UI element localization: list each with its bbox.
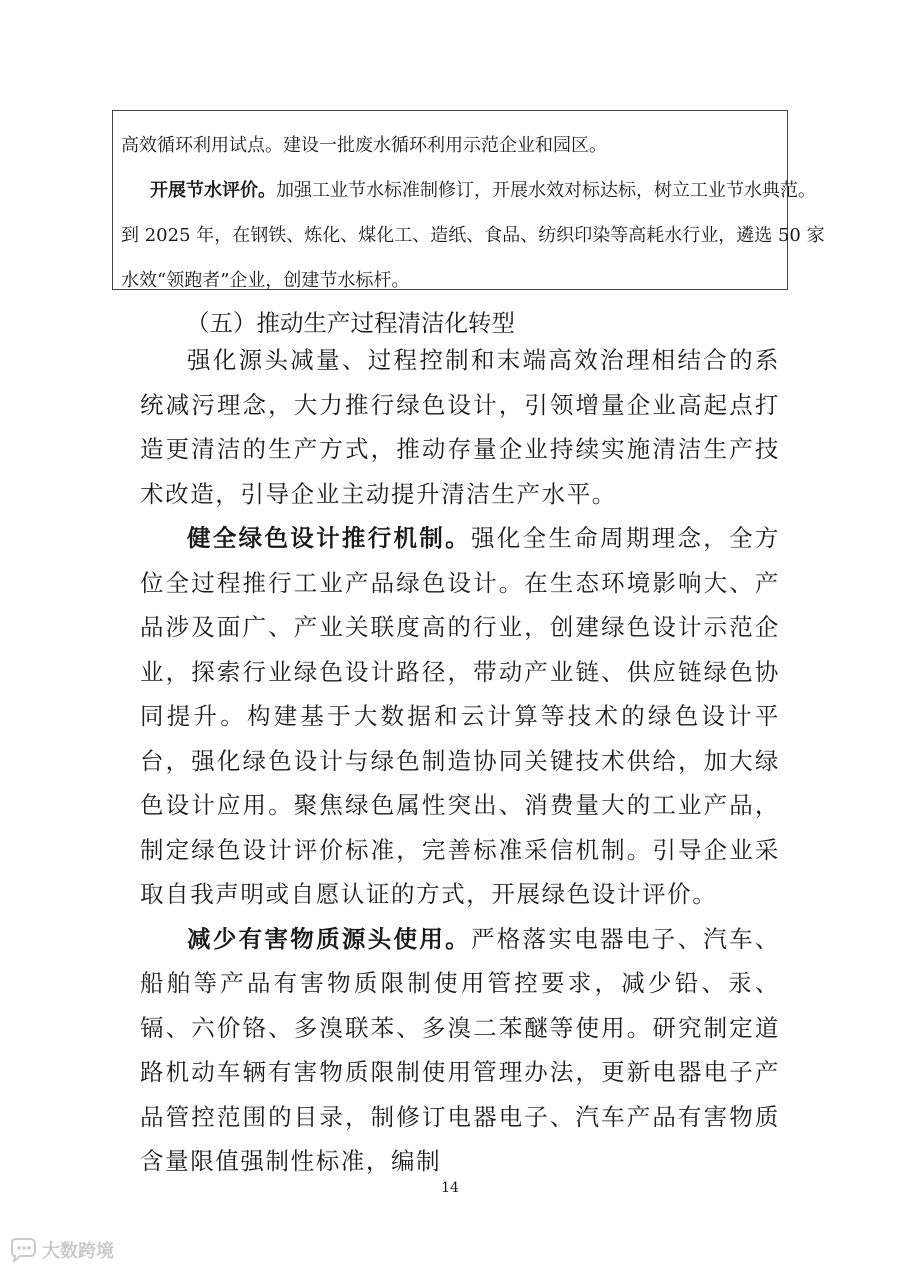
box-paragraph-text: 加强工业节水标准制修订，开展水效对标达标，树立工业节水典范。 (276, 180, 816, 201)
box-paragraph (121, 168, 816, 213)
watermark (8, 1236, 114, 1264)
paragraph-lead: 减少有害物质源头使用。 (187, 924, 471, 953)
body-text (140, 338, 780, 1184)
paragraph-text: 强化全生命周期理念，全方位全过程推行工业产品绿色设计。在生态环境影响大、产品涉及面广、产业关联度高的行业，创建绿色设计示范企业，探索行业绿色设计路径，带动产业链、供应链绿色协同提升。构建基于大数据和云计算等技术的绿色设计平台，强化绿色设计与绿色制造协同关键技术供给，加大绿色设计应用。聚焦绿色属性突出、消费量大的工业产品，制定绿色设计评价标准，完善标准采信机制。引导企业采取自我声明或自愿认证的方式，开展绿色设计评价。 (140, 524, 780, 908)
page-number: 14 (441, 1180, 459, 1196)
paragraph-green-design (140, 516, 780, 917)
box-line: 到 2025 年，在钢铁、炼化、煤化工、造纸、食品、纺织印染等高耗水行业，遴选 50 家 (121, 225, 825, 246)
paragraph-hazardous-substances (140, 917, 780, 1184)
paragraph-lead: 健全绿色设计推行机制。 (187, 524, 471, 552)
box-paragraph-lead: 开展节水评价。 (150, 180, 276, 201)
box-line: 水效“领跑者”企业，创建节水标杆。 (121, 270, 410, 291)
chat-bubble-logo-icon (8, 1238, 38, 1262)
section-heading: （五）推动生产过程清洁化转型 (186, 309, 515, 337)
paragraph-intro: 强化源头减量、过程控制和末端高效治理相结合的系统减污理念，大力推行绿色设计，引领增量企业高起点打造更清洁的生产方式，推动存量企业持续实施清洁生产技术改造，引导企业主动提升清洁生产水平。 (140, 346, 780, 508)
paragraph-text: 严格落实电器电子、汽车、船舶等产品有害物质限制使用管控要求，减少铅、汞、镉、六价铬、多溴联苯、多溴二苯醚等使用。研究制定道路机动车辆有害物质限制使用管理办法，更新电器电子产品管控范围的目录，制修订电器电子、汽车产品有害物质含量限值强制性标准，编制 (140, 924, 780, 1175)
boxed-excerpt (112, 110, 825, 291)
box-line: 高效循环利用试点。建设一批废水循环利用示范企业和园区。 (121, 135, 607, 156)
watermark-text: 大数跨境 (42, 1241, 114, 1262)
